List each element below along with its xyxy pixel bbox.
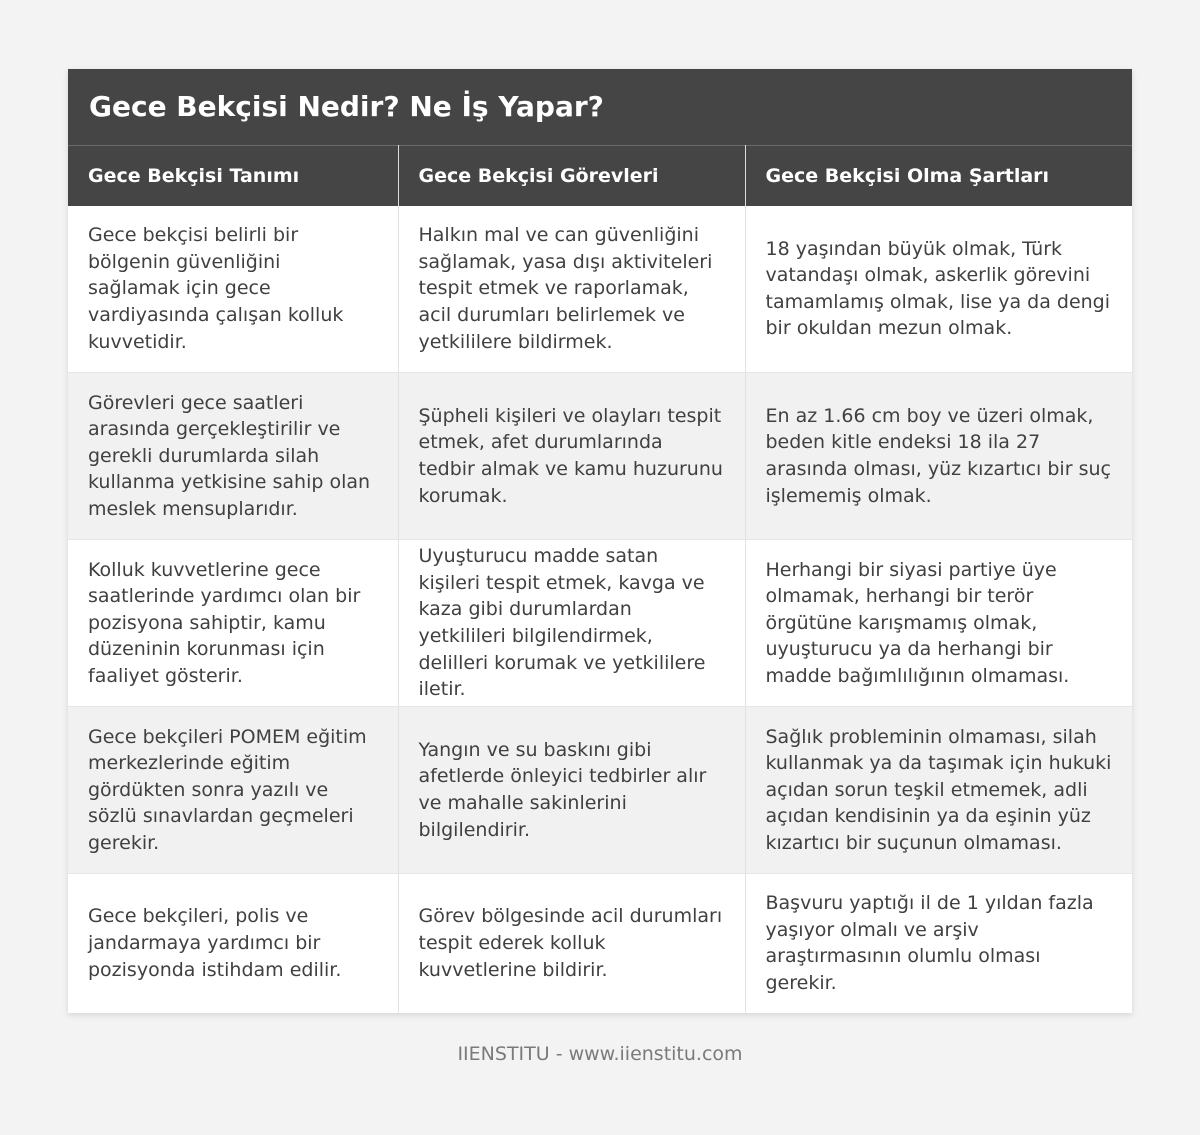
table-cell: Görev bölgesinde acil durumları tespit ederek kolluk kuvvetlerine bildirir.: [398, 874, 745, 1013]
table-row: [68, 540, 1132, 707]
table-cell: Gece bekçisi belirli bir bölgenin güvenliğini sağlamak için gece vardiyasında çalışan kolluk kuvvetidir.: [68, 206, 398, 373]
table-cell: Başvuru yaptığı il de 1 yıldan fazla yaşıyor olmalı ve arşiv araştırmasının olumlu olması gerekir.: [745, 874, 1132, 1013]
table-cell: Halkın mal ve can güvenliğini sağlamak, yasa dışı aktiviteleri tespit etmek ve raporlamak, acil durumları belirlemek ve yetkililere bildirmek.: [398, 206, 745, 373]
table-cell: Herhangi bir siyasi partiye üye olmamak, herhangi bir terör örgütüne karışmamış olmak, uyuşturucu ya da herhangi bir madde bağımlılığının olmaması.: [745, 540, 1132, 707]
header-row: [68, 146, 1132, 206]
table-row: [68, 373, 1132, 540]
page-title: Gece Bekçisi Nedir? Ne İş Yapar?: [68, 69, 1132, 145]
table-row: [68, 206, 1132, 373]
table-cell: Sağlık probleminin olmaması, silah kullanmak ya da taşımak için hukuki açıdan sorun teşkil etmemek, adli açıdan kendisinin ya da eşinin yüz kızartıcı bir suçunun olmaması.: [745, 707, 1132, 874]
table-row: [68, 874, 1132, 1013]
column-header-requirements: Gece Bekçisi Olma Şartları: [745, 146, 1132, 206]
table-cell: En az 1.66 cm boy ve üzeri olmak, beden kitle endeksi 18 ila 27 arasında olması, yüz kızartıcı bir suç işlememiş olmak.: [745, 373, 1132, 540]
table-cell: Kolluk kuvvetlerine gece saatlerinde yardımcı olan bir pozisyona sahiptir, kamu düzeninin korunması için faaliyet gösterir.: [68, 540, 398, 707]
column-header-duties: Gece Bekçisi Görevleri: [398, 146, 745, 206]
table-cell: Görevleri gece saatleri arasında gerçekleştirilir ve gerekli durumlarda silah kullanma yetkisine sahip olan meslek mensuplarıdır.: [68, 373, 398, 540]
column-header-definition: Gece Bekçisi Tanımı: [68, 146, 398, 206]
info-card: [68, 69, 1132, 1013]
table-cell: Gece bekçileri, polis ve jandarmaya yardımcı bir pozisyonda istihdam edilir.: [68, 874, 398, 1013]
table-cell: Gece bekçileri POMEM eğitim merkezlerinde eğitim gördükten sonra yazılı ve sözlü sınavlardan geçmeleri gerekir.: [68, 707, 398, 874]
footer-credit: IIENSTITU - www.iienstitu.com: [457, 1043, 743, 1065]
table-header: [68, 146, 1132, 206]
table-row: [68, 707, 1132, 874]
table-cell: 18 yaşından büyük olmak, Türk vatandaşı olmak, askerlik görevini tamamlamış olmak, lise ya da dengi bir okuldan mezun olmak.: [745, 206, 1132, 373]
table-body: [68, 206, 1132, 1013]
table-cell: Yangın ve su baskını gibi afetlerde önleyici tedbirler alır ve mahalle sakinlerini bilgilendirir.: [398, 707, 745, 874]
info-table: [68, 145, 1132, 1013]
table-cell: Şüpheli kişileri ve olayları tespit etmek, afet durumlarında tedbir almak ve kamu huzurunu korumak.: [398, 373, 745, 540]
table-cell: Uyuşturucu madde satan kişileri tespit etmek, kavga ve kaza gibi durumlardan yetkilileri bilgilendirmek, delilleri korumak ve yetkililere iletir.: [398, 540, 745, 707]
